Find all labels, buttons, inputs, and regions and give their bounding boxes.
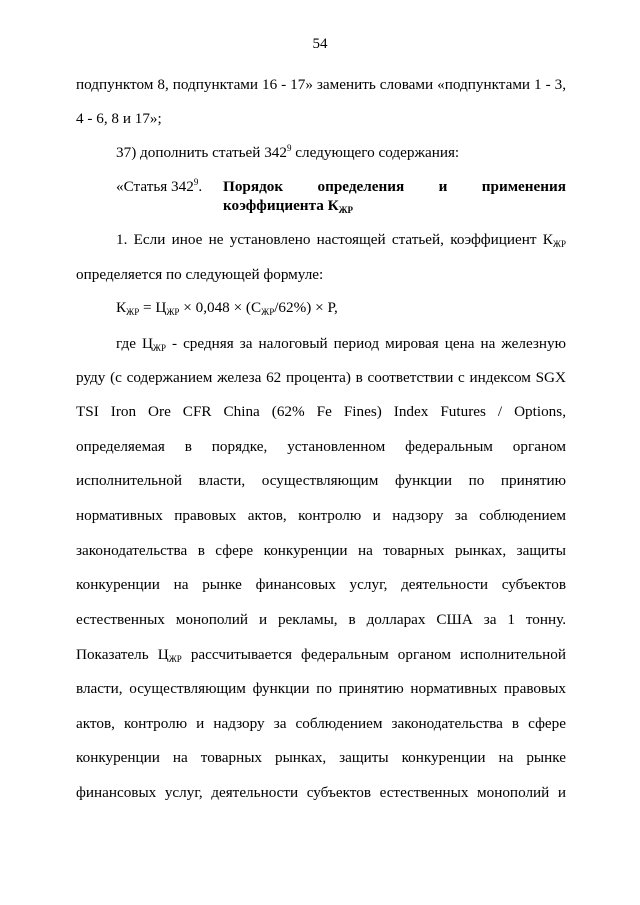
indicator-start: Показатель Ц xyxy=(76,646,169,663)
text-line-20: конкуренции на товарных рынках, защиты конкуренции на рынке xyxy=(76,749,566,766)
text-line-17 xyxy=(76,645,566,665)
formula-s-subscript: ЖР xyxy=(261,307,275,317)
article-title-row-2 xyxy=(223,196,566,215)
text-line-18: власти, осуществляющим функции по принятию нормативных правовых xyxy=(76,680,566,697)
page-number: 54 xyxy=(312,36,328,52)
text-line-16: естественных монополий и рекламы, в долларах США за 1 тонну. xyxy=(76,611,566,628)
text-line-11: определяемая в порядке, установленном федеральным органом xyxy=(76,438,566,455)
formula-middle: × 0,048 × (С xyxy=(179,299,262,316)
formula-line xyxy=(116,298,566,318)
text-line-12: исполнительной власти, осуществляющим функции по принятию xyxy=(76,472,566,489)
text-line-9: руду (с содержанием железа 62 процента) в соответствии с индексом SGX xyxy=(76,369,566,386)
text-line-10: TSI Iron Ore CFR China (62% Fe Fines) Index Futures / Options, xyxy=(76,403,566,420)
text-line-2: 4 - 6, 8 и 17»; xyxy=(76,110,162,127)
text-line-1: подпунктом 8, подпунктами 16 - 17» заменить словами «подпунктами 1 - 3, xyxy=(76,76,566,93)
text-line-14: законодательства в сфере конкуренции на товарных рынках, защиты xyxy=(76,542,566,559)
definition-start: где Ц xyxy=(116,335,153,352)
formula-k-subscript: ЖР xyxy=(126,307,140,317)
paragraph-1-text: 1. Если иное не установлено настоящей статьей, коэффициент К xyxy=(116,231,553,248)
text-line-8 xyxy=(116,334,566,354)
formula-k: К xyxy=(116,299,127,316)
formula-end: /62%) × Р, xyxy=(274,299,338,316)
article-number-superscript: 9 xyxy=(193,177,199,187)
text-line-13: нормативных правовых актов, контролю и надзору за соблюдением xyxy=(76,507,566,524)
text-line-21: финансовых услуг, деятельности субъектов естественных монополий и xyxy=(76,784,566,801)
article-number-dot: . xyxy=(198,178,203,195)
text-line-5 xyxy=(116,230,566,250)
item-37-text: 37) дополнить статьей 342 xyxy=(116,144,287,161)
text-line-15: конкуренции на рынке финансовых услуг, деятельности субъектов xyxy=(76,576,566,593)
formula-equals-c: = Ц xyxy=(139,299,167,316)
article-title xyxy=(223,177,566,215)
definition-rest: - средняя за налоговый период мировая цена на железную xyxy=(166,335,566,352)
paragraph-1-subscript: ЖР xyxy=(552,239,566,249)
formula-c-subscript: ЖР xyxy=(166,307,180,317)
article-title-row-1: Порядок определения и применения xyxy=(223,178,566,195)
indicator-subscript: ЖР xyxy=(168,654,182,664)
definition-subscript: ЖР xyxy=(152,343,166,353)
item-37-text-end: следующего содержания: xyxy=(291,144,460,161)
article-title-row-2-text: коэффициента К xyxy=(223,197,339,214)
text-line-19: актов, контролю и надзору за соблюдением законодательства в сфере xyxy=(76,715,566,732)
text-line-item-37 xyxy=(116,143,566,163)
article-number xyxy=(116,177,202,196)
article-number-text: «Статья 342 xyxy=(116,178,194,195)
item-37-superscript: 9 xyxy=(287,143,292,153)
article-title-subscript: ЖР xyxy=(338,205,354,215)
text-line-6: определяется по следующей формуле: xyxy=(76,266,324,283)
indicator-rest: рассчитывается федеральным органом исполнительной xyxy=(181,646,566,663)
